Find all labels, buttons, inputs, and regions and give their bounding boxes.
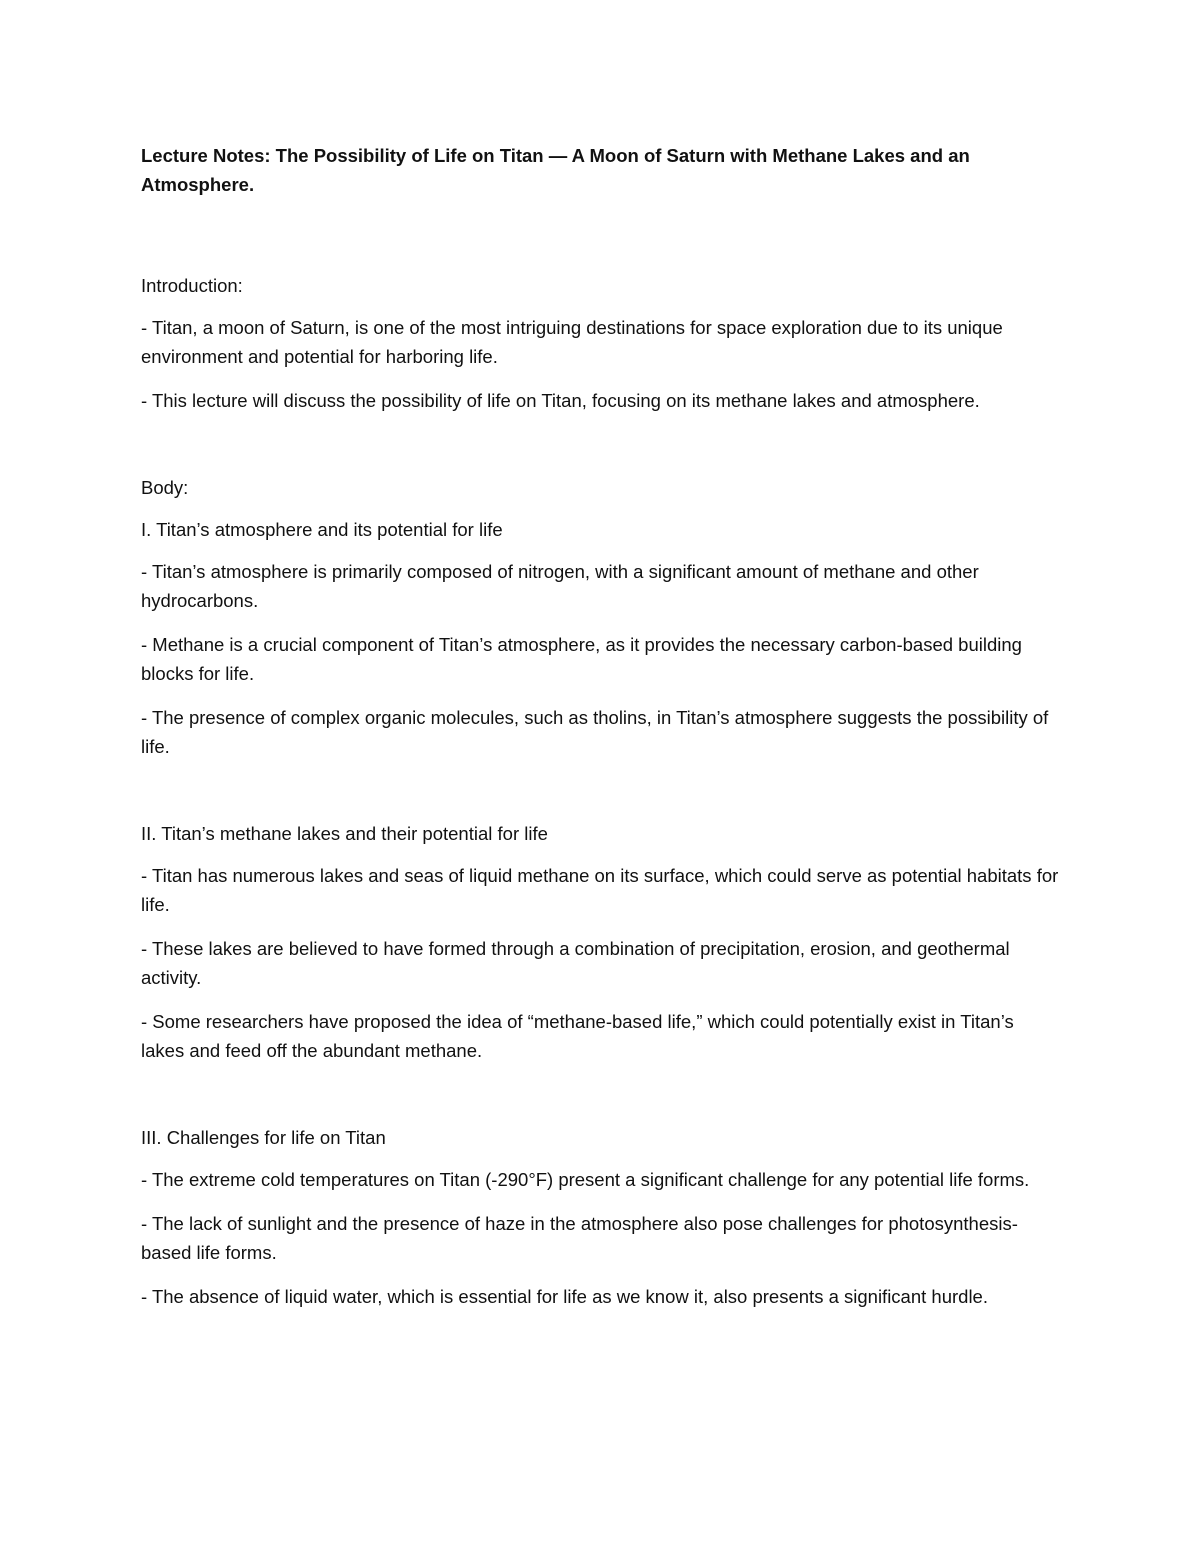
spacer [141, 430, 1061, 473]
section-bullet: - The lack of sunlight and the presence of haze in the atmosphere also pose challenges for photosynthesis-based life forms. [141, 1213, 1018, 1263]
section-heading-atmosphere: I. Titan’s atmosphere and its potential for life [141, 519, 503, 540]
introduction-heading: Introduction: [141, 275, 243, 296]
section-bullet: - These lakes are believed to have formed through a combination of precipitation, erosion, and geothermal activity. [141, 938, 1010, 988]
section-bullet: - The absence of liquid water, which is essential for life as we know it, also presents a significant hurdle. [141, 1286, 988, 1307]
document-title: Lecture Notes: The Possibility of Life on Titan — A Moon of Saturn with Methane Lakes and an Atmosphere. [141, 145, 970, 195]
document-page [141, 141, 1061, 1326]
spacer [141, 776, 1061, 819]
section-bullet: - Titan’s atmosphere is primarily composed of nitrogen, with a significant amount of methane and other hydrocarbons. [141, 561, 979, 611]
body-heading: Body: [141, 477, 189, 498]
spacer [141, 199, 1061, 271]
section-bullet: - The presence of complex organic molecules, such as tholins, in Titan’s atmosphere suggests the possibility of life. [141, 707, 1049, 757]
section-bullet: - The extreme cold temperatures on Titan (-290°F) present a significant challenge for any potential life forms. [141, 1169, 1030, 1190]
introduction-bullet: - This lecture will discuss the possibility of life on Titan, focusing on its methane lakes and atmosphere. [141, 390, 980, 411]
section-heading-challenges: III. Challenges for life on Titan [141, 1127, 386, 1148]
section-bullet: - Titan has numerous lakes and seas of liquid methane on its surface, which could serve as potential habitats for life. [141, 865, 1059, 915]
section-bullet: - Some researchers have proposed the idea of “methane-based life,” which could potentially exist in Titan’s lakes and feed off the abundant methane. [141, 1011, 1014, 1061]
spacer [141, 1080, 1061, 1123]
section-heading-methane-lakes: II. Titan’s methane lakes and their potential for life [141, 823, 548, 844]
introduction-bullet: - Titan, a moon of Saturn, is one of the most intriguing destinations for space exploration due to its unique environment and potential for harboring life. [141, 317, 1003, 367]
section-bullet: - Methane is a crucial component of Titan’s atmosphere, as it provides the necessary carbon-based building blocks for life. [141, 634, 1022, 684]
